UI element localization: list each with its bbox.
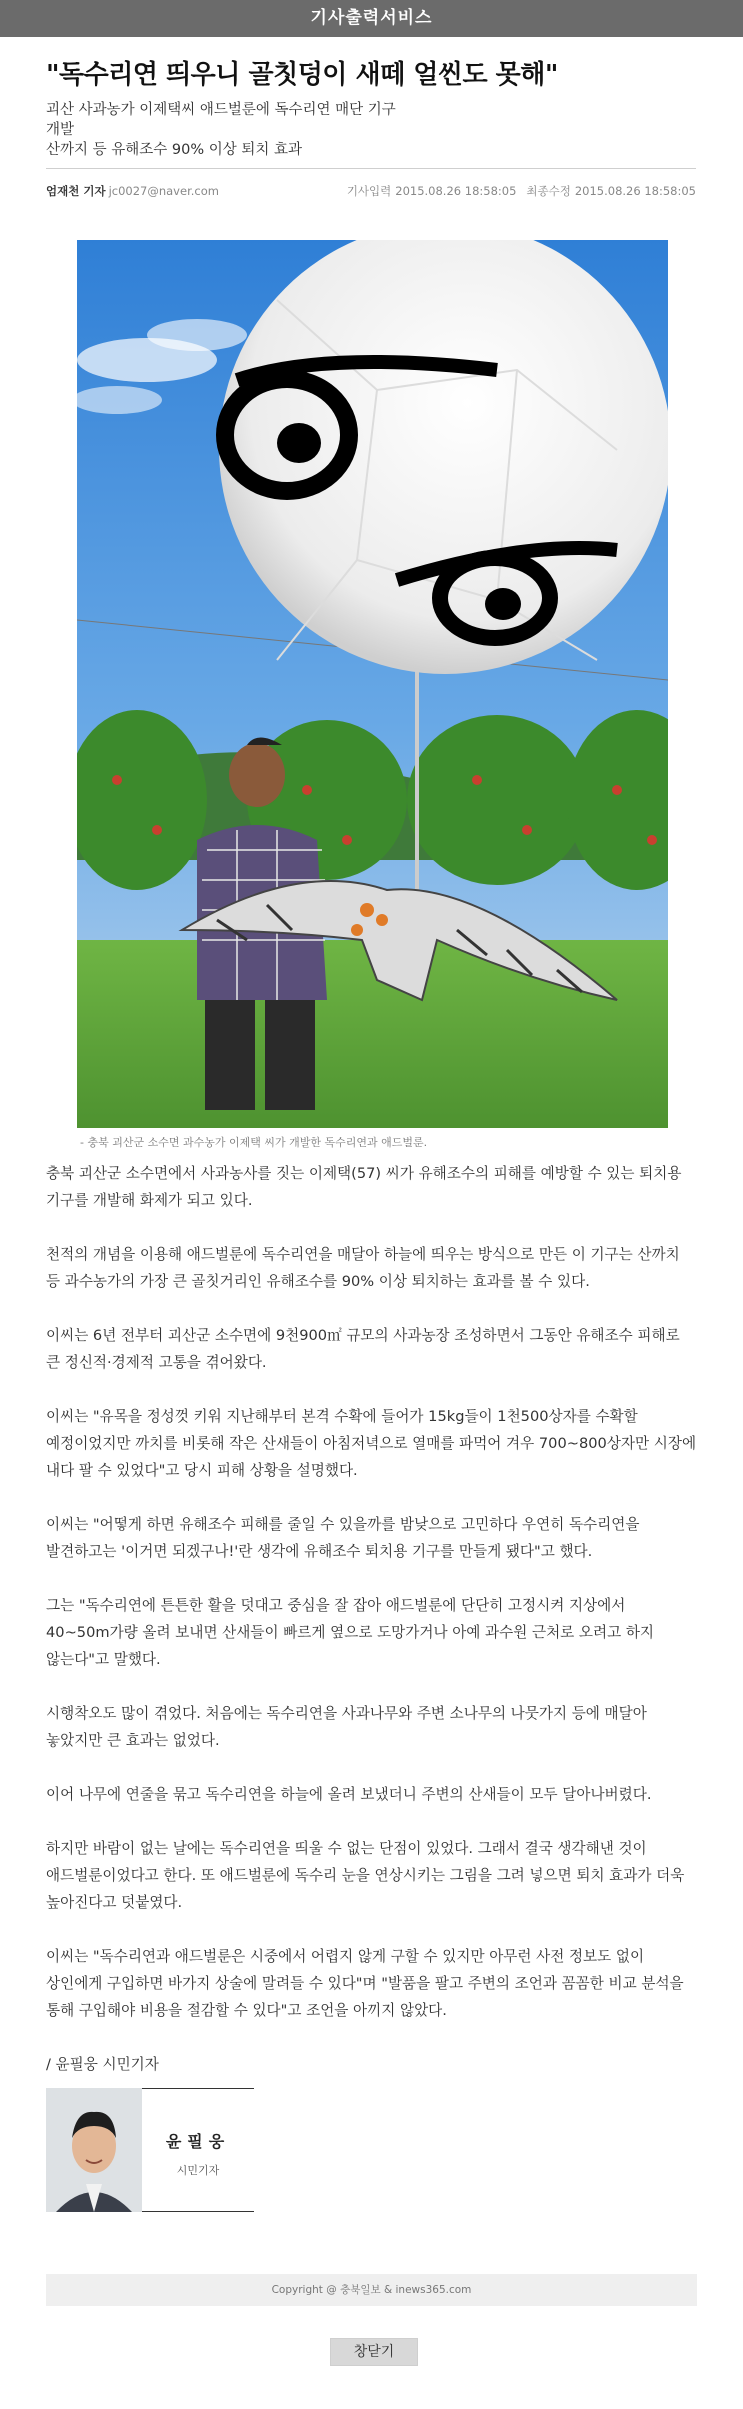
modified-label: 최종수정 <box>526 184 571 198</box>
article-dates <box>343 183 696 199</box>
article-paragraph: 하지만 바람이 없는 날에는 독수리연을 띄울 수 없는 단점이 있었다. 그래서 결국 생각해낸 것이 애드벌룬이었다고 한다. 또 애드벌룬에 독수리 눈을 연상시키는 그림을 그려 넣으면 퇴치 효과가 더욱 높아진다고 덧붙였다. <box>46 1840 685 1911</box>
article-paragraph: 이씨는 "독수리연과 애드벌룬은 시중에서 어렵지 않게 구할 수 있지만 아무런 사전 정보도 없이 상인에게 구입하면 바가지 상술에 말려들 수 있다"며 "발품을 팔고 주변의 조언과 꼼꼼한 비교 분석을 통해 구입해야 비용을 절감할 수 있다"고 조언을 아끼지 않았다. <box>46 1948 684 2019</box>
reporter-photo <box>46 2088 142 2212</box>
article-paragraph: 이씨는 6년 전부터 괴산군 소수면에 9천900㎡ 규모의 사과농장 조성하면서 그동안 유해조수 피해로 큰 정신적·경제적 고통을 겪어왔다. <box>46 1327 680 1371</box>
article-subheadlines <box>46 100 406 160</box>
published-date: 2015.08.26 18:58:05 <box>395 184 517 198</box>
article-paragraph: 충북 괴산군 소수면에서 사과농사를 짓는 이제택(57) 씨가 유해조수의 피해를 예방할 수 있는 퇴치용 기구를 개발해 화제가 되고 있다. <box>46 1165 682 1209</box>
modified-date: 2015.08.26 18:58:05 <box>574 184 696 198</box>
reporter-card-role: 시민기자 <box>176 2164 220 2177</box>
article-body <box>46 1160 697 2105</box>
article-paragraph: 이씨는 "유목을 정성껏 키워 지난해부터 본격 수확에 들어가 15kg들이 1천500상자를 수확할 예정이었지만 까치를 비롯해 작은 산새들이 아침저녁으로 열매를 파먹어 겨우 700~800상자만 시장에 내다 팔 수 있었다"고 당시 피해 상황을 설명했다. <box>46 1408 697 1479</box>
article-paragraph: 이어 나무에 연줄을 묶고 독수리연을 하늘에 올려 보냈더니 주변의 산새들이 모두 달아나버렸다. <box>46 1786 652 1803</box>
article-photo <box>77 240 668 1128</box>
article-paragraph: 시행착오도 많이 겪었다. 처음에는 독수리연을 사과나무와 주변 소나무의 나뭇가지 등에 매달아 놓았지만 큰 효과는 없었다. <box>46 1705 647 1749</box>
copyright-bar <box>46 2274 697 2306</box>
reporter-card <box>142 2088 254 2212</box>
service-title-bar <box>0 0 743 37</box>
article-headline: "독수리연 띄우니 골칫덩이 새떼 얼씬도 못해" <box>46 60 558 90</box>
subheadline: 산까지 등 유해조수 90% 이상 퇴치 효과 <box>46 142 302 158</box>
article-byline: / 윤필웅 시민기자 <box>46 2056 159 2073</box>
reporter-card-name: 윤필웅 <box>165 2132 231 2151</box>
article-paragraph: 천적의 개념을 이용해 애드벌룬에 독수리연을 매달아 하늘에 띄우는 방식으로 만든 이 기구는 산까치 등 과수농가의 가장 큰 골칫거리인 유해조수를 90% 이상 퇴치하는 효과를 볼 수 있다. <box>46 1246 680 1290</box>
article-meta <box>46 183 696 199</box>
subheadline: 괴산 사과농가 이제택씨 애드벌룬에 독수리연 매단 기구 개발 <box>46 102 396 138</box>
reporter-name: 엄재천 기자 <box>46 184 106 198</box>
article-paragraph: 그는 "독수리연에 튼튼한 활을 덧대고 중심을 잘 잡아 애드벌룬에 단단히 고정시켜 지상에서 40~50m가량 올려 보내면 산새들이 빠르게 옆으로 도망가거나 아예 과수원 근처로 오려고 하지 않는다"고 말했다. <box>46 1597 655 1668</box>
copyright-text: Copyright @ 충북일보 & inews365.com <box>271 2284 472 2296</box>
reporter-profile <box>46 2088 254 2212</box>
photo-caption: - 충북 괴산군 소수면 과수농가 이제택 씨가 개발한 독수리연과 애드벌룬. <box>80 1136 428 1149</box>
reporter-email[interactable]: jc0027@naver.com <box>108 184 219 198</box>
service-title: 기사출력서비스 <box>310 8 433 28</box>
close-window-button[interactable]: 창닫기 <box>330 2338 418 2366</box>
article-paragraph: 이씨는 "어떻게 하면 유해조수 피해를 줄일 수 있을까를 밤낮으로 고민하다 우연히 독수리연을 발견하고는 '이거면 되겠구나!'란 생각에 유해조수 퇴치용 기구를 만들게 됐다"고 했다. <box>46 1516 640 1560</box>
meta-divider <box>46 168 696 169</box>
published-label: 기사입력 <box>346 184 392 198</box>
